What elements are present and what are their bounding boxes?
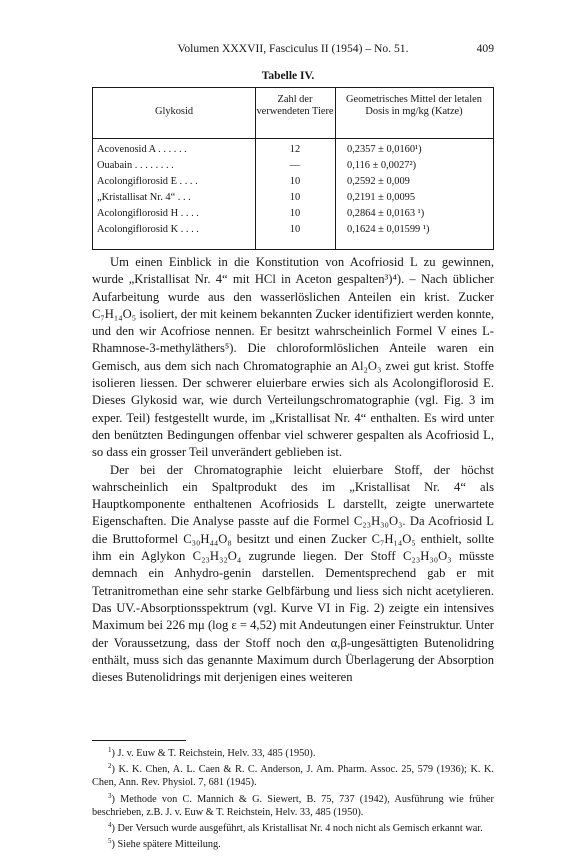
footnote-mark: 3 bbox=[108, 791, 112, 800]
table-header-animal-count: Zahl der verwendeten Tiere bbox=[256, 94, 334, 117]
footnote-text: J. v. Euw & T. Reichstein, Helv. 33, 485 (1950). bbox=[117, 748, 316, 759]
table-cell-glykosid: Acolongiflorosid H . . . . bbox=[97, 208, 199, 219]
table-cell-glykosid: Acolongiflorosid K . . . . bbox=[97, 224, 199, 235]
table-header-rule bbox=[93, 138, 493, 139]
footnote-mark: 1 bbox=[108, 746, 112, 754]
table-cell-dose: 0,116 ± 0,0027²) bbox=[347, 160, 417, 171]
table-header-lethal-dose: Geometrisches Mittel der letalen Dosis in mg/kg (Katze) bbox=[346, 94, 482, 117]
body-text bbox=[92, 254, 494, 686]
footnote-rule bbox=[92, 740, 186, 741]
footnote-text: Siehe spätere Mitteilung. bbox=[117, 839, 221, 851]
table-row bbox=[93, 142, 493, 158]
table-cell-glykosid: „Kristallisat Nr. 4“ . . . bbox=[97, 192, 191, 203]
running-title: Volumen XXXVII, Fasciculus II (1954) – No. 51. bbox=[177, 42, 409, 55]
footnote-text: Methode von C. Mannich & G. Siewert, B. 75, 737 (1942), Ausführung wie früher beschrieben, z.B. J. v. Euw & T. Reichstein, Helv. 33, 485 (1950). bbox=[92, 793, 494, 818]
footnote-text: Der Versuch wurde ausgeführt, als Kristallisat Nr. 4 noch nicht als Gemisch erkannt war. bbox=[117, 823, 483, 835]
table-cell-dose: 0,2864 ± 0,0163 ¹) bbox=[347, 208, 425, 219]
footnote-mark: 4 bbox=[108, 821, 112, 830]
table-header-glykosid: Glykosid bbox=[154, 106, 194, 117]
paragraph: Der bei der Chromatographie leicht eluierbare Stoff, der höchst wahrscheinlich ein Spaltprodukt des im „Kristallisat Nr. 4“ als Hauptkomponente enthaltenen Acofriosids L darstellt, zeigte unerwartete Eigenschaften. Die Analyse passte auf die Formel C₂₃H₃₀O₃. Da Acofriosid L die Bruttoformel C₃₀H₄₄O₈ besitzt und einen Zucker C₇H₁₄O₅ enthielt, sollte ihm ein Aglykon C₂₃H₃₂O₄ zugrunde liegen. Der Stoff C₂₃H₃₀O₃ müsste demnach ein Anhydro-genin darstellen. Dementsprechend gab er mit Tetranitromethan eine sehr starke Gelbfärbung und liess sich nicht acetylieren. Das UV.-Absorptionsspektrum (vgl. Kurve VI in Fig. 2) zeigte ein intensives Maximum bei 226 mμ (log ε = 4,52) mit Andeutungen einer Feinstruktur. Unter der Voraussetzung, dass der Stoff noch den α,β-ungesättigten Butenolidring enthält, muss sich das genannte Maximum durch Überlagerung der Absorption dieses Butenolidrings mit derjenigen eines weiteren bbox=[92, 462, 494, 685]
page-number: 409 bbox=[476, 42, 494, 55]
footnote-mark: 2 bbox=[108, 762, 112, 771]
table-cell-count: 10 bbox=[289, 192, 301, 203]
table-row bbox=[93, 190, 493, 206]
table-caption: Tabelle IV. bbox=[261, 70, 315, 82]
footnote-text: K. K. Chen, A. L. Caen & R. C. Anderson, J. Am. Pharm. Assoc. 25, 579 (1936); K. K. Chen, Ann. Rev. Physiol. 7, 681 (1945). bbox=[92, 764, 494, 789]
table-cell-glykosid: Acolongiflorosid E . . . . bbox=[97, 176, 198, 187]
table-cell-glykosid: Ouabain . . . . . . . . bbox=[97, 160, 174, 171]
table-cell-count: 12 bbox=[289, 144, 301, 155]
footnote: $^1$) J. v. Euw & T. Reichstein, Helv. 33, 485 (1950). bbox=[108, 746, 316, 759]
table-row bbox=[93, 158, 493, 174]
footnote: $^4$) Der Versuch wurde ausgeführt, als Kristallisat Nr. 4 noch nicht als Gemisch erkannt war. bbox=[108, 821, 483, 835]
data-table bbox=[92, 87, 494, 250]
table-cell-dose: 0,2357 ± 0,0160¹) bbox=[347, 144, 422, 155]
footnote-mark: 5 bbox=[108, 837, 112, 846]
paragraph: Um einen Einblick in die Konstitution von Acofriosid L zu gewinnen, wurde „Kristallisat Nr. 4“ mit HCl in Aceton gespalten³)⁴). – Nach üblicher Aufarbeitung wurde aus den wasserlöslichen Anteilen ein krist. Zucker C₇H₁₄O₅ isoliert, der mit keinem bekannten Zucker identifiziert werden konnte, und den wir Acofriose nennen. Er besitzt wahrscheinlich Formel V eines L-Rhamnose-3-methyläthers⁵). Die chloroformlöslichen Anteile waren ein Gemisch, aus dem sich nach Chromatographie an Al₂O₃ zwei gut krist. Stoffe isolieren liessen. Der schwerer eluierbare erwies sich als Acolongiflorosid E. Dieses Glykosid war, wie durch Verteilungschromatographie (vgl. Fig. 3 im exper. Teil) festgestellt wurde, im „Kristallisat Nr. 4“ enthalten. Es wird unter den benützten Bedingungen offenbar viel schwerer gespalten als Acofriosid L, so dass ein grosser Teil unverändert geblieben ist. bbox=[92, 255, 494, 460]
table-cell-dose: 0,2191 ± 0,0095 bbox=[347, 192, 416, 203]
table-cell-count: 10 bbox=[289, 208, 301, 219]
table-row bbox=[93, 174, 493, 190]
table-cell-count: 10 bbox=[289, 176, 301, 187]
table-cell-count: — bbox=[289, 160, 301, 171]
footnote: $^5$) Siehe spätere Mitteilung. bbox=[108, 837, 221, 851]
table-cell-dose: 0,1624 ± 0,01599 ¹) bbox=[347, 224, 430, 235]
table-cell-dose: 0,2592 ± 0,009 bbox=[347, 176, 410, 187]
table-cell-glykosid: Acovenosid A . . . . . . bbox=[97, 144, 187, 155]
footnote: $^2$) K. K. Chen, A. L. Caen & R. C. Anderson, J. Am. Pharm. Assoc. 25, 579 (1936); K. K. Chen, Ann. Rev. Physiol. 7, 681 (1945). bbox=[92, 762, 494, 789]
table-row bbox=[93, 222, 493, 238]
footnotes bbox=[92, 744, 494, 851]
footnote: $^3$) Methode von C. Mannich & G. Siewert, B. 75, 737 (1942), Ausführung wie früher beschrieben, z.B. J. v. Euw & T. Reichstein, Helv. 33, 485 (1950). bbox=[92, 791, 494, 818]
table-row bbox=[93, 206, 493, 222]
table-cell-count: 10 bbox=[289, 224, 301, 235]
